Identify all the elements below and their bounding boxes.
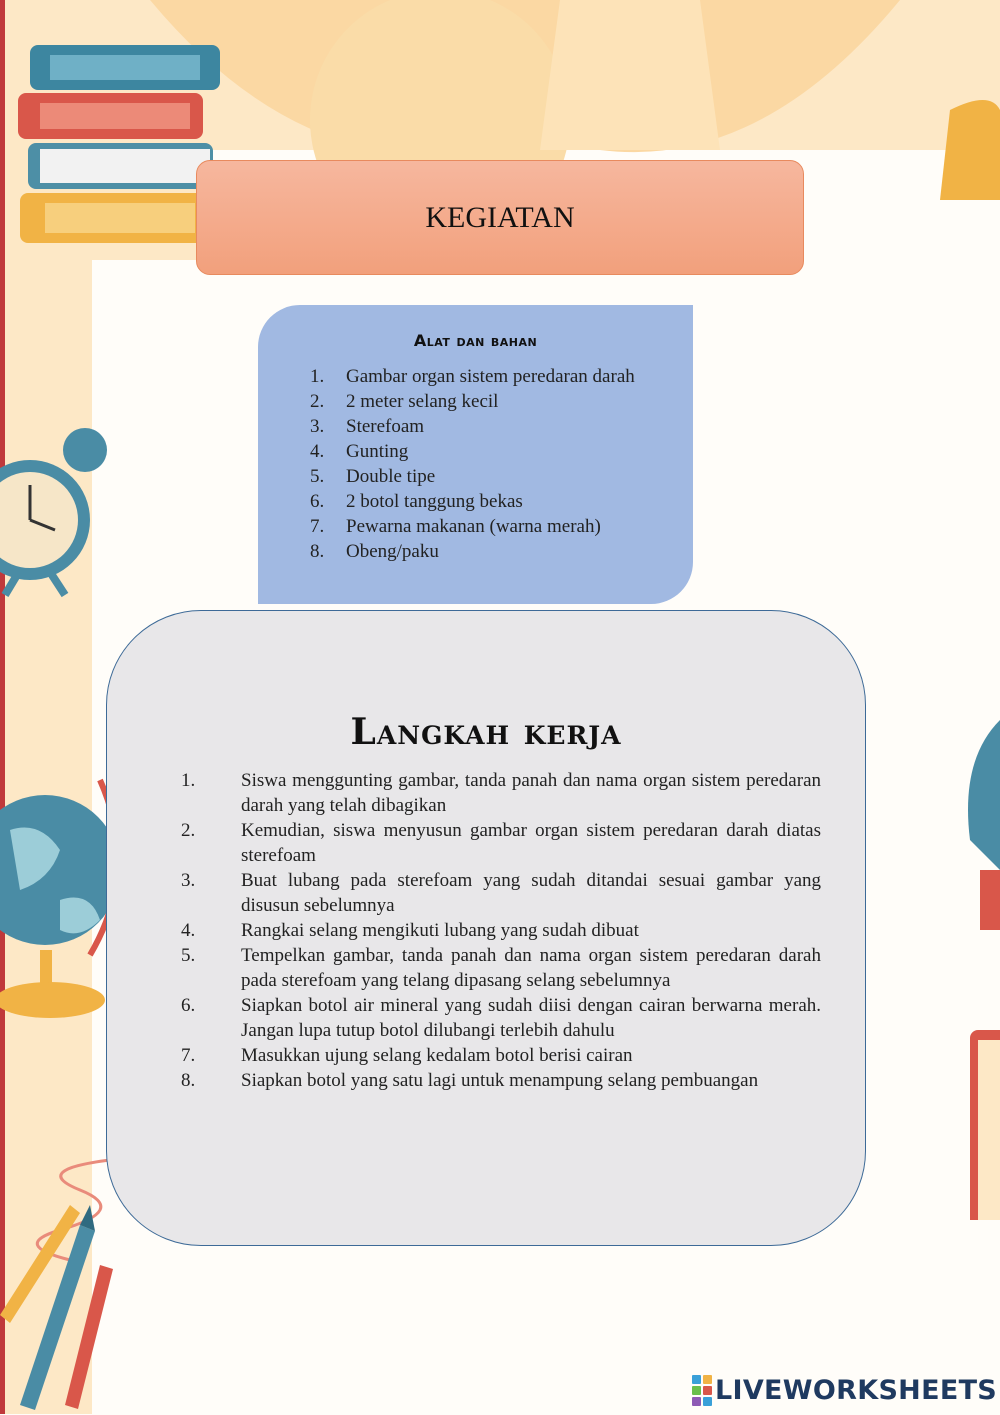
steps-list [181, 768, 821, 1093]
lamp-icon [930, 90, 1000, 210]
notebook-icon [940, 720, 1000, 1220]
step-number: 5. [181, 945, 196, 966]
step-number: 2. [181, 820, 196, 841]
item-number: 8. [310, 541, 325, 562]
list-item [310, 514, 635, 539]
list-item [310, 464, 635, 489]
item-text: Gambar organ sistem peredaran darah [346, 366, 635, 387]
alarm-clock-icon [0, 400, 120, 600]
steps-panel [106, 610, 866, 1246]
list-item [310, 389, 635, 414]
crayons-icon [0, 1195, 140, 1415]
item-text: Obeng/paku [346, 541, 439, 562]
step-number: 7. [181, 1045, 196, 1066]
item-text: Double tipe [346, 466, 436, 487]
list-item [181, 818, 821, 868]
step-number: 4. [181, 920, 196, 941]
materials-list [310, 364, 635, 564]
step-text: Siapkan botol air mineral yang sudah diisi dengan cairan berwarna merah. Jangan lupa tutup botol dilubangi terlebih dahulu [241, 995, 821, 1041]
list-item [181, 1068, 821, 1093]
step-text: Masukkan ujung selang kedalam botol berisi cairan [241, 1045, 633, 1066]
item-number: 2. [310, 391, 325, 412]
list-item [310, 364, 635, 389]
step-text: Siswa menggunting gambar, tanda panah dan nama organ sistem peredaran darah yang telah dibagikan [241, 770, 821, 816]
step-number: 1. [181, 770, 196, 791]
materials-heading: Alat dan bahan [413, 331, 538, 350]
step-text: Buat lubang pada sterefoam yang sudah ditandai sesuai gambar yang disusun sebelumnya [241, 870, 821, 916]
list-item [181, 943, 821, 993]
item-text: Pewarna makanan (warna merah) [346, 516, 601, 537]
materials-panel [258, 305, 693, 604]
list-item [310, 489, 635, 514]
list-item [181, 768, 821, 818]
item-text: 2 meter selang kecil [346, 391, 499, 412]
item-number: 3. [310, 416, 325, 437]
list-item [181, 993, 821, 1043]
page-title [196, 160, 804, 275]
item-text: Gunting [346, 441, 409, 462]
brand-logo-icon [692, 1375, 712, 1406]
list-item [310, 539, 635, 564]
item-number: 5. [310, 466, 325, 487]
item-number: 1. [310, 366, 325, 387]
list-item [181, 918, 821, 943]
list-item [310, 414, 635, 439]
item-text: Sterefoam [346, 416, 425, 437]
step-number: 3. [181, 870, 196, 891]
globe-icon [0, 740, 120, 1040]
list-item [181, 1043, 821, 1068]
item-number: 7. [310, 516, 325, 537]
step-number: 8. [181, 1070, 196, 1091]
brand-name: LIVEWORKSHEETS [715, 1374, 998, 1406]
step-text: Kemudian, siswa menyusun gambar organ sistem peredaran darah diatas sterefoam [241, 820, 821, 866]
item-number: 4. [310, 441, 325, 462]
item-number: 6. [310, 491, 325, 512]
step-text: Siapkan botol yang satu lagi untuk menampung selang pembuangan [241, 1070, 759, 1091]
list-item [181, 868, 821, 918]
page-title-text: KEGIATAN [425, 200, 575, 234]
steps-heading: Langkah kerja [350, 711, 622, 753]
item-text: 2 botol tanggung bekas [346, 491, 523, 512]
step-text: Rangkai selang mengikuti lubang yang sudah dibuat [241, 920, 639, 941]
list-item [310, 439, 635, 464]
step-number: 6. [181, 995, 196, 1016]
step-text: Tempelkan gambar, tanda panah dan nama organ sistem peredaran darah pada sterefoam yang telang dipasang selang sebelumnya [241, 945, 821, 991]
liveworksheets-logo[interactable] [692, 1374, 997, 1406]
